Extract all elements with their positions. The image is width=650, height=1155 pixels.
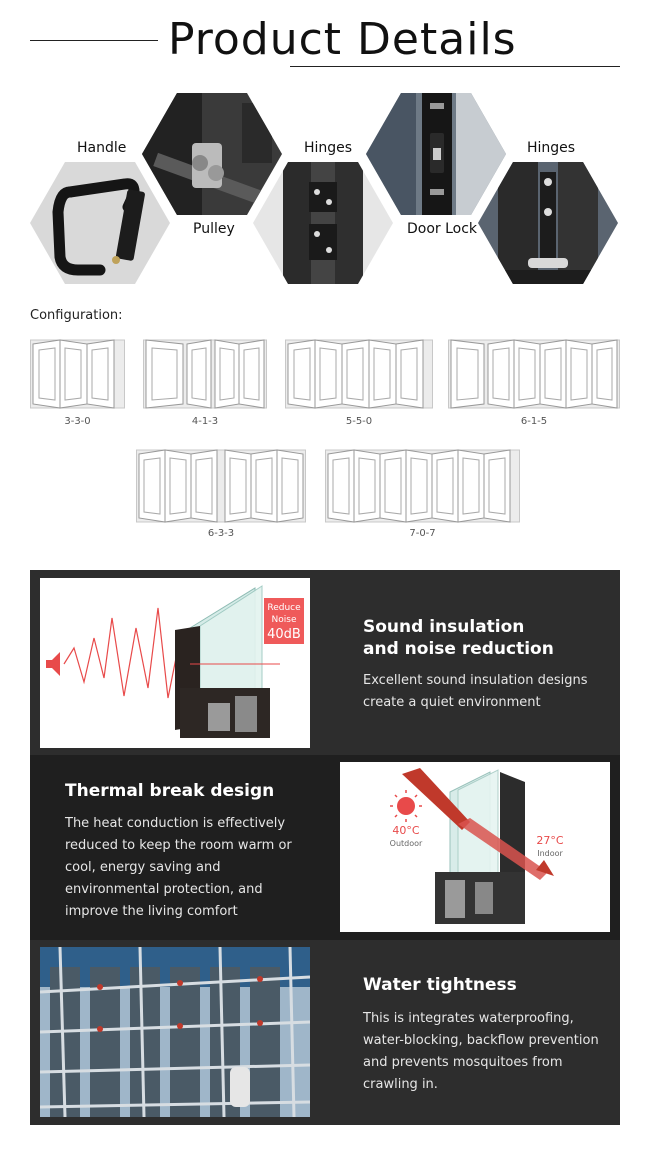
sound-insulation-image bbox=[40, 578, 310, 748]
sun-icon bbox=[397, 797, 415, 815]
indoor-label: Indoor bbox=[537, 849, 563, 858]
desc-line: water-blocking, backflow prevention bbox=[363, 1033, 599, 1048]
desc-line: Excellent sound insulation designs bbox=[363, 673, 588, 688]
config-6-1-5 bbox=[448, 338, 620, 427]
hinges-image-2 bbox=[478, 162, 618, 284]
desc-line: environmental protection, and bbox=[65, 882, 263, 897]
feature-title bbox=[363, 616, 554, 660]
feature-title: Water tightness bbox=[363, 975, 517, 995]
config-label: 4-1-3 bbox=[191, 416, 219, 427]
water-tightness-image bbox=[40, 947, 310, 1117]
desc-line: crawling in. bbox=[363, 1077, 438, 1092]
feature-water-tightness bbox=[30, 940, 620, 1125]
desc-line: cool, energy saving and bbox=[65, 860, 221, 875]
pulley-image bbox=[142, 93, 282, 215]
detail-label-hinges-1: Hinges bbox=[304, 140, 353, 156]
config-5-5-0 bbox=[285, 338, 433, 427]
handle-image bbox=[30, 162, 170, 284]
indoor-temp: 27°C bbox=[536, 834, 564, 847]
thermal-break-image bbox=[340, 762, 610, 932]
desc-line: reduced to keep the room warm or bbox=[65, 838, 292, 853]
badge-text-3: 40dB bbox=[267, 627, 301, 642]
page-title: Product Details bbox=[168, 14, 517, 65]
title-divider-left bbox=[30, 40, 158, 41]
feature-description bbox=[363, 1008, 599, 1096]
config-4-1-3 bbox=[143, 338, 267, 427]
badge-text-2: Noise bbox=[271, 615, 297, 625]
config-7-0-7 bbox=[325, 448, 520, 539]
feature-sound-insulation bbox=[30, 570, 620, 755]
config-label: 6-1-5 bbox=[520, 416, 548, 427]
configuration-label: Configuration: bbox=[30, 308, 123, 323]
desc-line: and prevents mosquitoes from bbox=[363, 1055, 563, 1070]
feature-thermal-break bbox=[30, 755, 620, 940]
door-lock-image bbox=[366, 93, 506, 215]
config-label: 7-0-7 bbox=[409, 528, 436, 539]
outdoor-temp: 40°C bbox=[392, 824, 420, 837]
detail-label-door-lock: Door Lock bbox=[407, 221, 478, 237]
config-label: 6-3-3 bbox=[207, 528, 235, 539]
product-details-gallery bbox=[0, 90, 650, 290]
outdoor-label: Outdoor bbox=[389, 839, 423, 848]
feature-description bbox=[363, 670, 587, 714]
feature-description bbox=[65, 813, 292, 923]
detail-label-pulley: Pulley bbox=[193, 221, 235, 237]
config-3-3-0 bbox=[30, 338, 125, 427]
config-label: 3-3-0 bbox=[64, 416, 91, 427]
feature-title-line-1: Sound insulation bbox=[363, 617, 525, 637]
config-label: 5-5-0 bbox=[345, 416, 373, 427]
desc-line: This is integrates waterproofing, bbox=[363, 1011, 574, 1026]
title-divider-right bbox=[290, 66, 620, 67]
desc-line: create a quiet environment bbox=[363, 695, 541, 710]
desc-line: improve the living comfort bbox=[65, 904, 238, 919]
header bbox=[0, 0, 650, 80]
desc-line: The heat conduction is effectively bbox=[65, 816, 286, 831]
config-6-3-3 bbox=[136, 448, 306, 539]
hinges-image-1 bbox=[253, 162, 393, 284]
feature-title: Thermal break design bbox=[65, 781, 275, 801]
detail-label-handle: Handle bbox=[77, 140, 127, 156]
detail-label-hinges-2: Hinges bbox=[527, 140, 576, 156]
badge-text-1: Reduce bbox=[267, 603, 301, 613]
feature-title-line-2: and noise reduction bbox=[363, 639, 554, 659]
